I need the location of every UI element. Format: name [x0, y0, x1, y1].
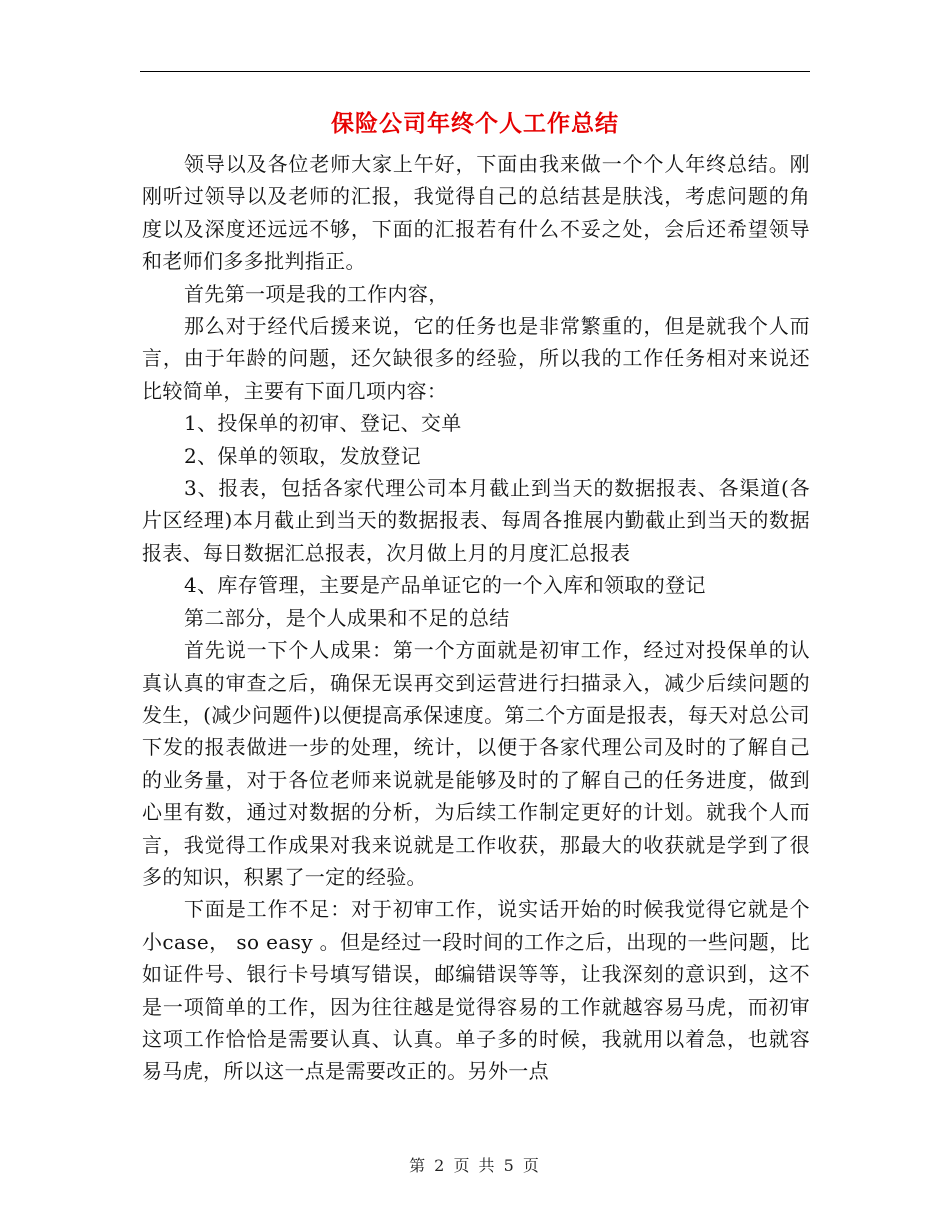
list-item-2: 2、保单的领取，发放登记 — [184, 443, 421, 468]
paragraph-achievements: 首先说一下个人成果：第一个方面就是初审工作，经过对投保单的认真认真的审查之后，确保无误再交到运营进行扫描录入，减少后续问题的发生，(减少问题件)以便提高承保速度。第二个方面是报表，每天对总公司下发的报表做进一步的处理，统计，以便于各家代理公司及时的了解自己的业务量，对于各位老师来说就是能够及时的了解自己的任务进度，做到心里有数，通过对数据的分析，为后续工作制定更好的计划。就我个人而言，我觉得工作成果对我来说就是工作收获，那最大的收获就是学到了很多的知识，积累了一定的经验。 — [142, 638, 810, 889]
paragraph-work-content-heading: 首先第一项是我的工作内容， — [184, 281, 449, 306]
paragraph-part-two-heading: 第二部分，是个人成果和不足的总结 — [184, 605, 510, 630]
list-item-3: 3、报表，包括各家代理公司本月截止到当天的数据报表、各渠道(各片区经理)本月截止到当天的数据报表、每周各推展内勤截止到当天的数据报表、每日数据汇总报表，次月做上月的月度汇总报表 — [142, 476, 810, 565]
list-item-1: 1、投保单的初审、登记、交单 — [184, 411, 462, 436]
document-body — [142, 148, 810, 1088]
document-title: 保险公司年终个人工作总结 — [331, 110, 619, 137]
header-rule — [140, 71, 810, 72]
paragraph-intro: 领导以及各位老师大家上午好，下面由我来做一个个人年终总结。刚刚听过领导以及老师的汇报，我觉得自己的总结甚是肤浅，考虑问题的角度以及深度还远远不够，下面的汇报若有什么不妥之处，会后还希望领导和老师们多多批判指正。 — [142, 152, 810, 274]
paragraph-shortcomings: 下面是工作不足：对于初审工作，说实话开始的时候我觉得它就是个小case， so easy 。但是经过一段时间的工作之后，出现的一些问题，比如证件号、银行卡号填写错误，邮编错误等等，让我深刻的意识到，这不是一项简单的工作，因为往往越是觉得容易的工作就越容易马虎，而初审这项工作恰恰是需要认真、认真。单子多的时候，我就用以着急，也就容易马虎，所以这一点是需要改正的。另外一点 — [142, 897, 810, 1084]
page-number: 第 2 页 共 5 页 — [409, 1156, 541, 1175]
paragraph-task-overview: 那么对于经代后援来说，它的任务也是非常繁重的，但是就我个人而言，由于年龄的问题，还欠缺很多的经验，所以我的工作任务相对来说还比较简单，主要有下面几项内容： — [142, 314, 810, 403]
list-item-4: 4、库存管理，主要是产品单证它的一个入库和领取的登记 — [184, 573, 706, 598]
